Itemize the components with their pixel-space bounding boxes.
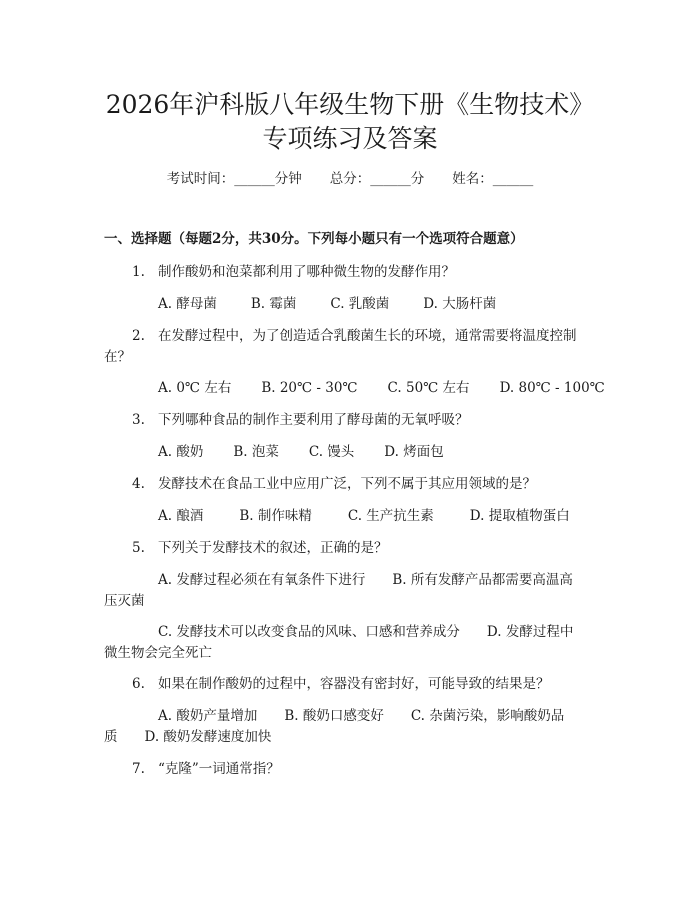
question-3-options <box>158 442 444 462</box>
question-5-options-line-2: 压灭菌 <box>104 593 145 609</box>
question-text: 下列关于发酵技术的叙述，正确的是？ <box>158 540 388 556</box>
question-6-options-line-2: 质 D. 酸奶发酵速度加快 <box>104 729 272 745</box>
question-number: 5. <box>132 540 145 556</box>
option-c: C. 馒头 <box>308 444 355 460</box>
question-6-options-line-1: A. 酸奶产量增加 B. 酸奶口感变好 C. 杂菌污染，影响酸奶品 <box>158 708 565 724</box>
total-score: 总分：______分 <box>329 171 425 187</box>
option-a: A. 0℃ 左右 <box>158 380 232 396</box>
option-b: B. 20℃ - 30℃ <box>261 380 358 396</box>
question-1-options <box>158 294 496 314</box>
question-3 <box>132 410 469 430</box>
option-b: B. 霉菌 <box>250 296 297 312</box>
option-a: A. 酸奶 <box>158 444 204 460</box>
question-5-options-line-1: A. 发酵过程必须在有氧条件下进行 B. 所有发酵产品都需要高温高 <box>158 572 573 588</box>
question-6 <box>132 674 550 694</box>
option-b: B. 泡菜 <box>233 444 279 460</box>
question-number: 4. <box>132 476 145 492</box>
section-heading: 一、选择题（每题2分，共30分。下列每小题只有一个选项符合题意） <box>104 231 524 247</box>
option-a: A. 酿酒 <box>158 508 204 524</box>
option-d: D. 大肠杆菌 <box>423 296 497 312</box>
question-5-options-line-3: C. 发酵技术可以改变食品的风味、口感和营养成分 D. 发酵过程中 <box>158 624 574 640</box>
question-text: 在发酵过程中，为了创造适合乳酸菌生长的环境，通常需要将温度控制 <box>158 328 577 344</box>
question-number: 6. <box>132 676 145 692</box>
question-text: 发酵技术在食品工业中应用广泛，下列不属于其应用领域的是？ <box>158 476 536 492</box>
question-7 <box>132 759 280 779</box>
question-number: 7. <box>132 761 145 777</box>
title-line-1: 2026年沪科版八年级生物下册《生物技术》 <box>105 90 595 119</box>
option-b: B. 制作味精 <box>239 508 312 524</box>
exam-meta <box>0 169 700 189</box>
question-number: 2. <box>132 328 145 344</box>
question-text: “克隆”一词通常指？ <box>158 761 280 777</box>
option-d: D. 提取植物蛋白 <box>469 508 570 524</box>
question-text: 下列哪种食品的制作主要利用了酵母菌的无氧呼吸？ <box>158 412 469 428</box>
question-1 <box>132 262 455 282</box>
question-4-options <box>158 506 570 526</box>
exam-time: 考试时间：______分钟 <box>166 171 302 187</box>
option-c: C. 50℃ 左右 <box>387 380 470 396</box>
question-number: 3. <box>132 412 145 428</box>
title-line-2: 专项练习及答案 <box>262 124 438 153</box>
question-text: 如果在制作酸奶的过程中，容器没有密封好，可能导致的结果是？ <box>158 676 550 692</box>
question-2-options <box>158 378 605 398</box>
option-c: C. 乳酸菌 <box>330 296 390 312</box>
question-2-continued: 在？ <box>104 349 131 365</box>
question-5 <box>132 538 388 558</box>
option-a: A. 酵母菌 <box>158 296 217 312</box>
option-c: C. 生产抗生素 <box>347 508 434 524</box>
question-2 <box>132 326 577 346</box>
option-d: D. 烤面包 <box>384 444 444 460</box>
student-name: 姓名：______ <box>452 171 534 187</box>
question-5-options-line-4: 微生物会完全死亡 <box>104 645 212 661</box>
question-number: 1. <box>132 264 145 280</box>
question-text: 制作酸奶和泡菜都利用了哪种微生物的发酵作用？ <box>158 264 455 280</box>
option-d: D. 80℃ - 100℃ <box>499 380 605 396</box>
question-4 <box>132 474 536 494</box>
